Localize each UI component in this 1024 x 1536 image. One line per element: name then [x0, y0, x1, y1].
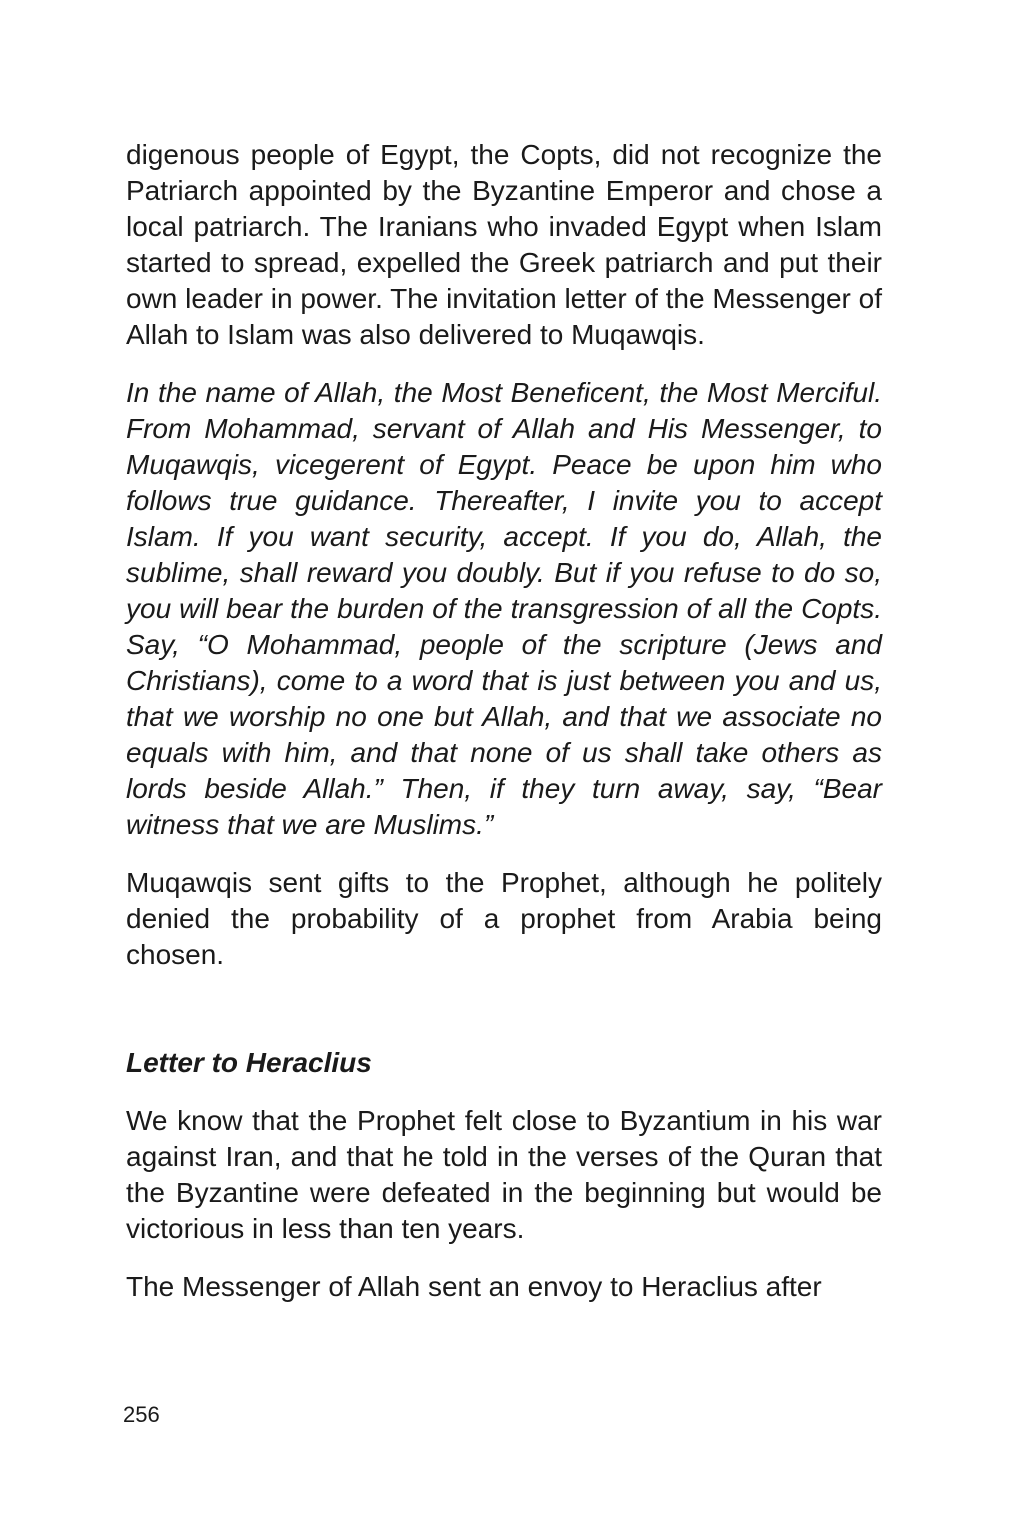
body-paragraph: The Messenger of Allah sent an envoy to Heraclius after — [126, 1271, 822, 1302]
body-paragraph: digenous people of Egypt, the Copts, did not recognize the Patriarch appointed by the Byzantine Emperor and chose a local patriarch. The Iranians who invaded Egypt when Islam started to spread, expelled the Greek patriarch and put their own leader in power. The invitation letter of the Messenger of Allah to Islam was also delivered to Muqawqis. — [126, 139, 882, 350]
section-heading: Letter to Heraclius — [126, 1047, 372, 1078]
letter-quote-paragraph: In the name of Allah, the Most Beneficent, the Most Merciful. From Mohammad, servant of Allah and His Messenger, to Muqawqis, vicegerent of Egypt. Peace be upon him who follows true guidance. Thereafter, I invite you to accept Islam. If you want security, accept. If you do, Allah, the sublime, shall reward you doubly. But if you refuse to do so, you will bear the burden of the transgression of all the Copts. Say, “O Mohammad, people of the scripture (Jews and Christians), come to a word that is just between you and us, that we worship no one but Allah, and that we associate no equals with him, and that none of us shall take others as lords beside Allah.” Then, if they turn away, say, “Bear witness that we are Muslims.” — [126, 377, 882, 840]
body-paragraph: Muqawqis sent gifts to the Prophet, although he politely denied the probability of a prophet from Arabia being chosen. — [126, 867, 882, 970]
page-body — [126, 137, 882, 1327]
page-number: 256 — [123, 1402, 160, 1427]
body-paragraph: We know that the Prophet felt close to Byzantium in his war against Iran, and that he told in the verses of the Quran that the Byzantine were defeated in the beginning but would be victorious in less than ten years. — [126, 1105, 882, 1244]
